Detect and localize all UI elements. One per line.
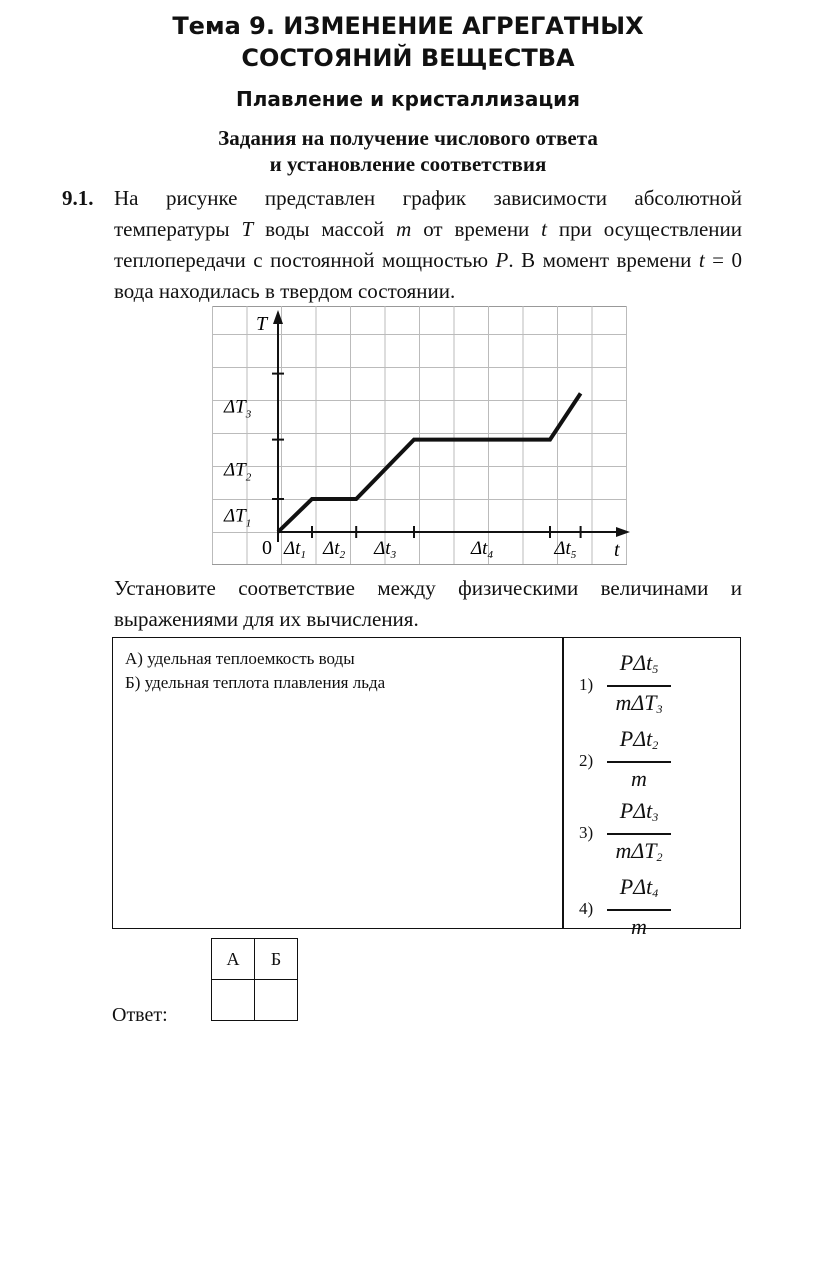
temperature-time-chart <box>212 306 632 566</box>
x-tick-label: $\Delta t_5$ <box>554 538 577 561</box>
y-tick-label: $\Delta T_1$ <box>224 505 252 530</box>
quantity-a: А) удельная теплоемкость воды <box>125 649 355 668</box>
y-axis-label: T <box>256 313 268 335</box>
option-formula-4: PΔt$_4$ m <box>607 874 671 946</box>
origin-label: 0 <box>262 537 272 559</box>
x-axis-arrow <box>616 527 630 537</box>
answer-cell-a[interactable] <box>212 980 255 1021</box>
y-tick-label: $\Delta T_2$ <box>224 459 252 484</box>
section-title-line1: Задания на получение числового ответа <box>218 126 598 150</box>
instruction-text: Установите соответствие между физическими величинами и выражениями для их вычисления. <box>114 576 742 631</box>
quantity-b: Б) удельная теплота плавления льда <box>125 673 386 692</box>
table-divider <box>562 638 564 928</box>
topic-title-line1: Тема 9. ИЗМЕНЕНИЕ АГРЕГАТНЫХ <box>172 12 644 40</box>
answer-label: Ответ: <box>112 1004 168 1026</box>
answer-header-a: А <box>212 939 255 980</box>
temperature-series-line <box>278 393 581 532</box>
option-formula-1: PΔt$_5$ mΔT$_3$ <box>607 650 671 722</box>
topic-title-line2: СОСТОЯНИЙ ВЕЩЕСТВА <box>241 44 575 72</box>
task-text: На рисунке представлен график зависимости абсолютной температуры T воды массой m от времени t при осуществлении теплопередачи с постоянной мощностью P. В момент времени t = 0 вода находилась в твердом состоянии. <box>114 186 743 303</box>
option-number-4: 4) <box>579 899 594 918</box>
option-number-3: 3) <box>579 823 594 842</box>
x-tick-label: $\Delta t_3$ <box>374 538 397 561</box>
answer-header-b: Б <box>255 939 298 980</box>
x-axis-label: t <box>614 539 620 561</box>
option-formula-2: PΔt$_2$ m <box>607 726 671 798</box>
answer-cell-b[interactable] <box>255 980 298 1021</box>
task-number: 9.1. <box>62 186 94 210</box>
option-number-2: 2) <box>579 751 594 770</box>
matching-table <box>112 637 741 939</box>
answer-grid <box>211 938 298 1021</box>
x-tick-label: $\Delta t_2$ <box>323 538 346 561</box>
option-formula-3: PΔt$_3$ mΔT$_2$ <box>607 798 671 870</box>
x-tick-label: $\Delta t_1$ <box>284 538 306 561</box>
y-tick-label: $\Delta T_3$ <box>224 396 252 421</box>
x-tick-label: $\Delta t_4$ <box>471 538 493 561</box>
section-title-line2: и установление соответствия <box>269 152 547 176</box>
subtitle: Плавление и кристаллизация <box>235 87 581 111</box>
option-number-1: 1) <box>579 675 594 694</box>
